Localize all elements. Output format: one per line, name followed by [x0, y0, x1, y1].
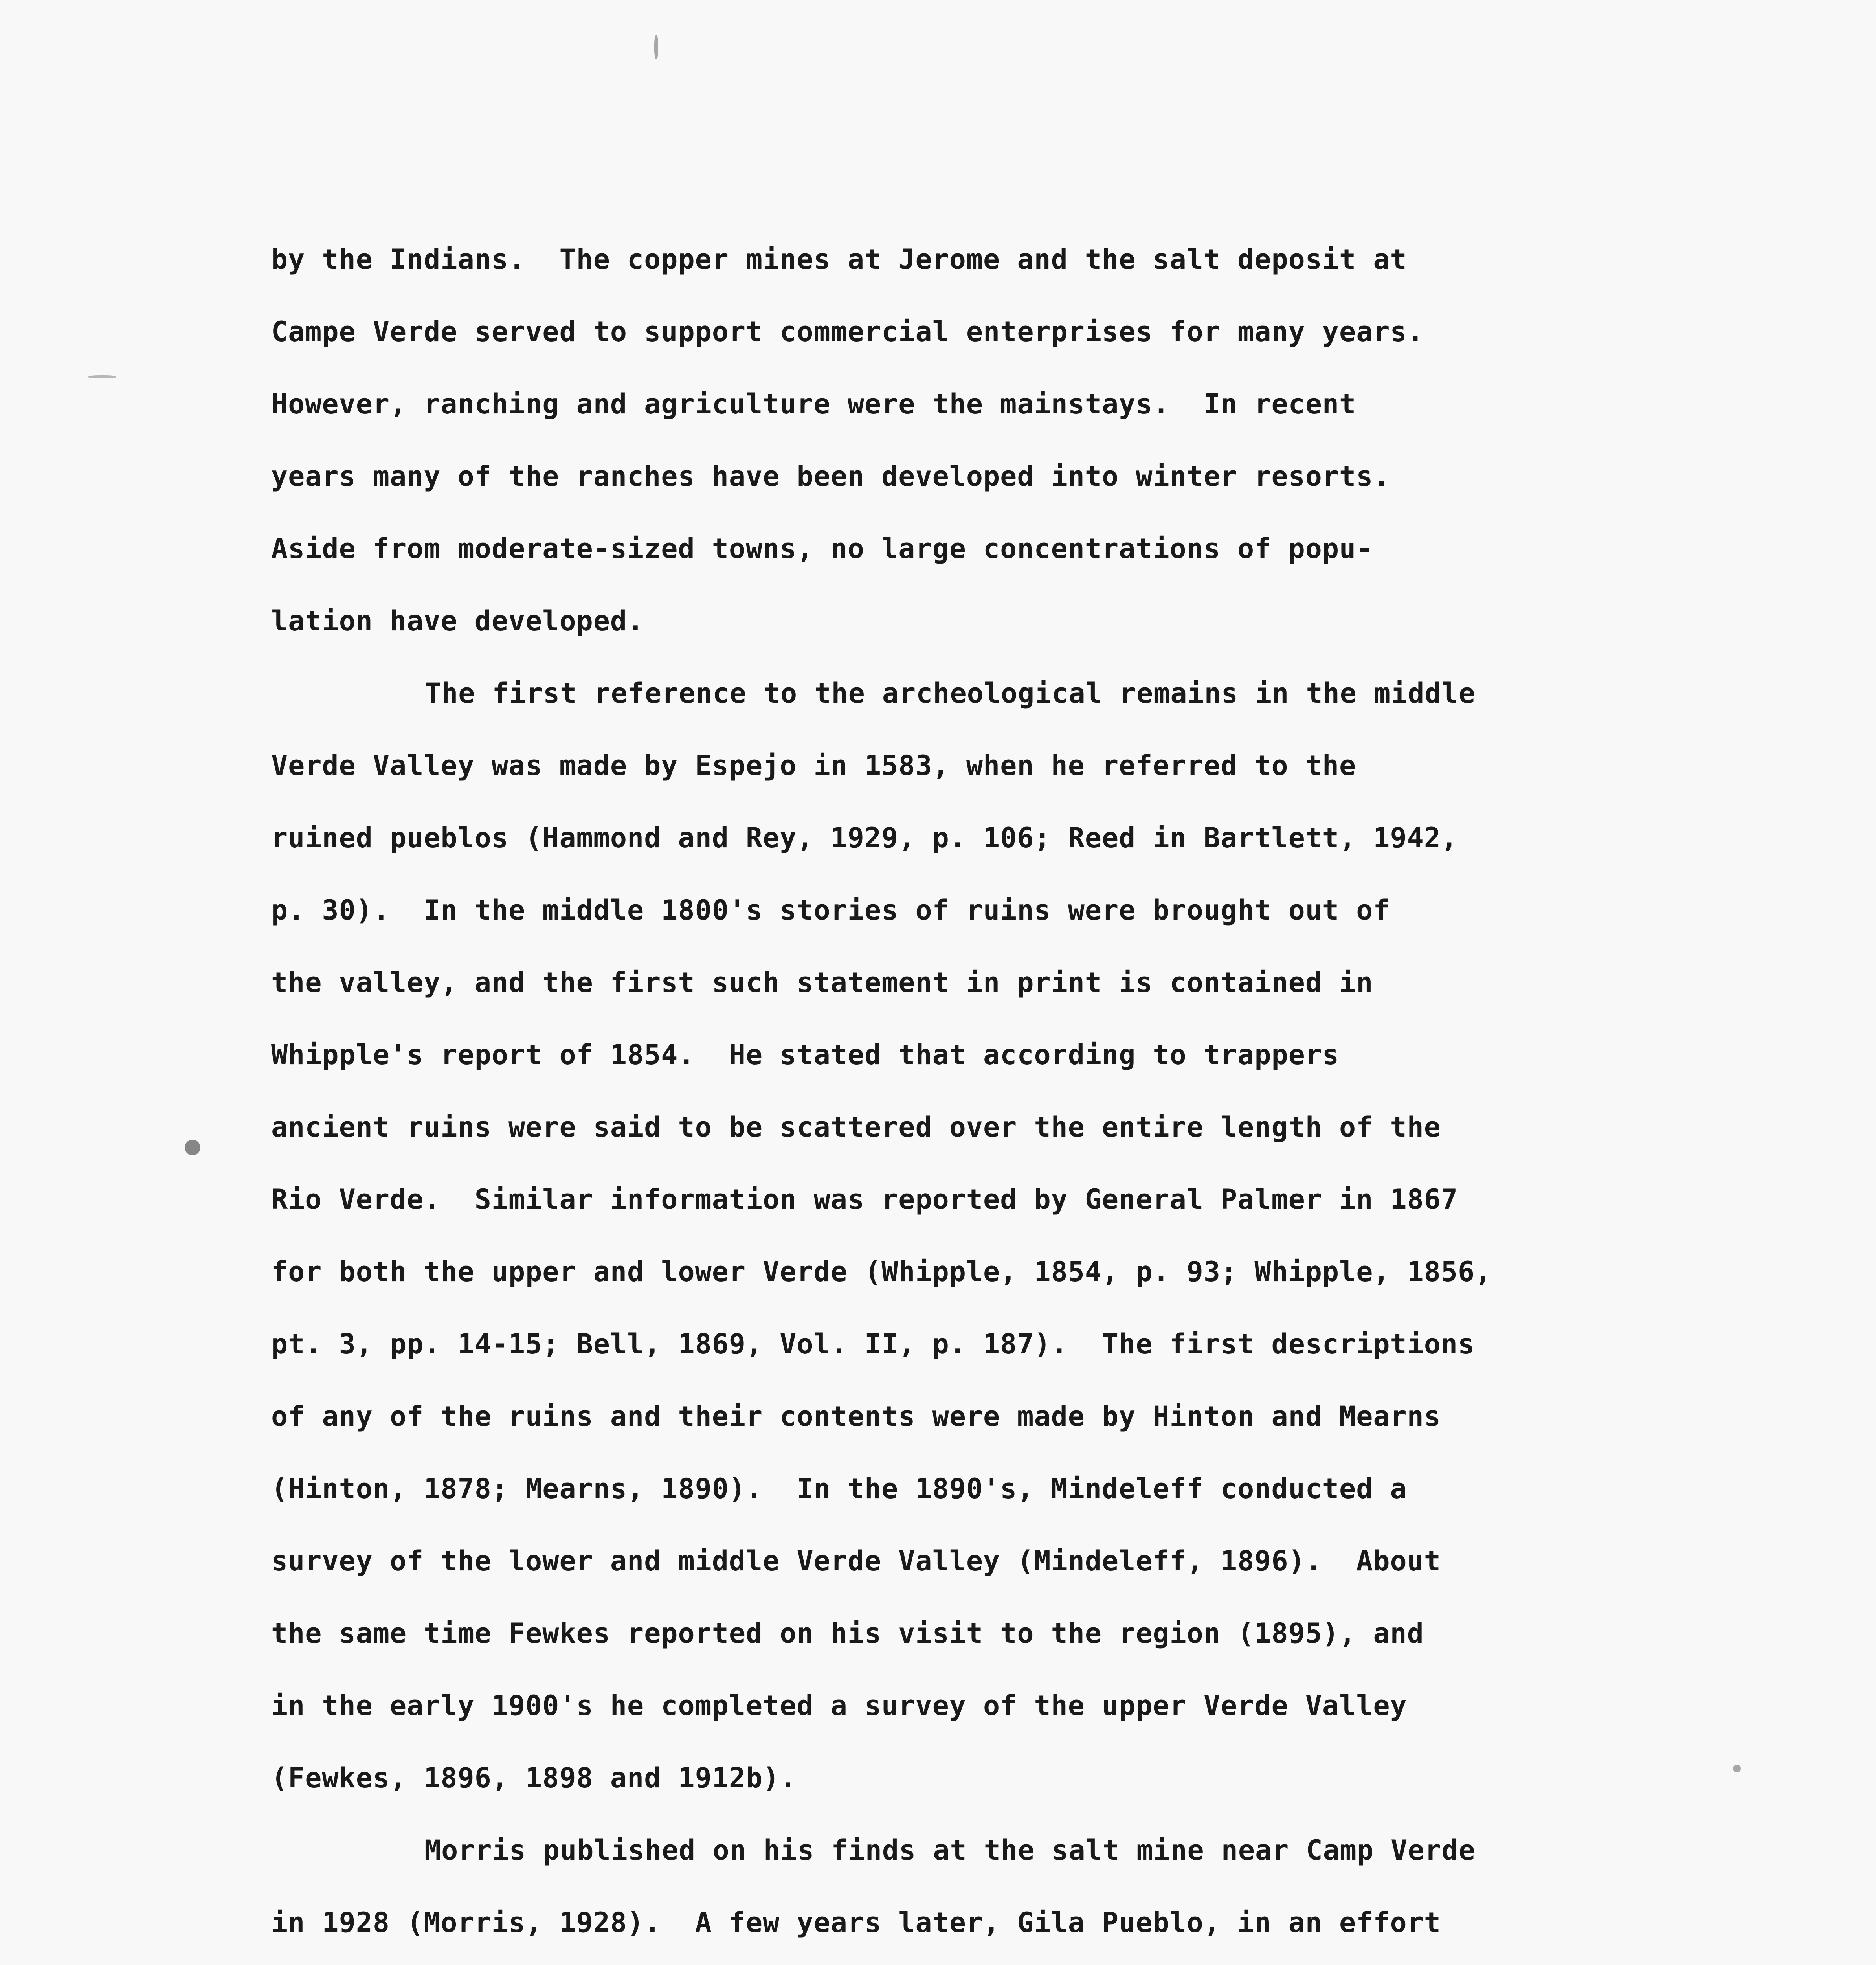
- text-line: Whipple's report of 1854. He stated that according to trappers: [271, 1039, 1340, 1071]
- scan-speck: [185, 1140, 200, 1155]
- text-line: for both the upper and lower Verde (Whipple, 1854, p. 93; Whipple, 1856,: [271, 1256, 1492, 1288]
- text-line: by the Indians. The copper mines at Jerome and the salt deposit at: [271, 243, 1407, 275]
- text-line: [271, 1959, 1670, 1965]
- text-line: Rio Verde. Similar information was reported by General Palmer in 1867: [271, 1183, 1458, 1216]
- text-line: (Fewkes, 1896, 1898 and 1912b).: [271, 1762, 797, 1794]
- text-line: Aside from moderate-sized towns, no large concentrations of popu-: [271, 533, 1373, 565]
- text-line: survey of the lower and middle Verde Valley (Mindeleff, 1896). About: [271, 1545, 1441, 1577]
- text-line: years many of the ranches have been developed into winter resorts.: [271, 460, 1390, 492]
- text-line: the valley, and the first such statement in print is contained in: [271, 966, 1373, 999]
- text-line: Verde Valley was made by Espejo in 1583, when he referred to the: [271, 749, 1357, 782]
- text-line: (Hinton, 1878; Mearns, 1890). In the 1890's, Mindeleff conducted a: [271, 1473, 1407, 1505]
- text-line: in 1928 (Morris, 1928). A few years later, Gila Pueblo, in an effort: [271, 1906, 1441, 1939]
- text-line: However, ranching and agriculture were the mainstays. In recent: [271, 388, 1357, 420]
- text-line: Morris published on his finds at the salt mine near Camp Verde: [424, 1834, 1476, 1866]
- text-line: the same time Fewkes reported on his visit to the region (1895), and: [271, 1617, 1424, 1649]
- scan-speck: [654, 35, 658, 59]
- text-line: ancient ruins were said to be scattered over the entire length of the: [271, 1111, 1441, 1143]
- text-line: p. 30). In the middle 1800's stories of ruins were brought out of: [271, 894, 1390, 926]
- text-line: lation have developed.: [271, 605, 644, 637]
- text-line: in the early 1900's he completed a survey of the upper Verde Valley: [271, 1690, 1407, 1722]
- text-line: of any of the ruins and their contents were made by Hinton and Mearns: [271, 1400, 1441, 1432]
- body-text: [271, 223, 1670, 1965]
- scan-speck: [88, 375, 116, 378]
- scan-speck: [1733, 1765, 1741, 1772]
- text-line: Campe Verde served to support commercial enterprises for many years.: [271, 316, 1424, 348]
- text-line: ruined pueblos (Hammond and Rey, 1929, p. 106; Reed in Bartlett, 1942,: [271, 822, 1458, 854]
- text-line: pt. 3, pp. 14-15; Bell, 1869, Vol. II, p. 187). The first descriptions: [271, 1328, 1475, 1360]
- text-line: The first reference to the archeological remains in the middle: [424, 677, 1476, 709]
